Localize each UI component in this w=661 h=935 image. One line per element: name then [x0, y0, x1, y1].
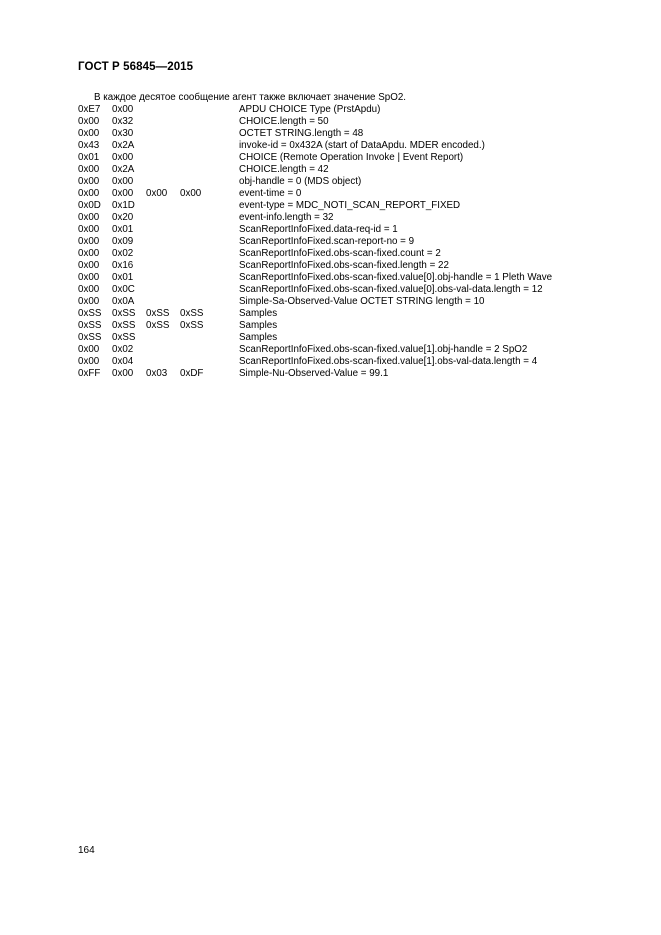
byte-value: 0x00: [180, 188, 202, 199]
byte-values: [78, 356, 146, 368]
byte-values: [78, 104, 146, 116]
table-row: [78, 224, 578, 236]
byte-value: 0x00: [78, 188, 100, 199]
field-description: Samples: [239, 332, 278, 343]
byte-values: [78, 368, 214, 380]
byte-values: [78, 308, 214, 320]
field-description: event-type = MDC_NOTI_SCAN_REPORT_FIXED: [239, 200, 461, 211]
field-description: event-info.length = 32: [239, 212, 334, 223]
byte-values: [78, 320, 214, 332]
byte-values: [78, 224, 146, 236]
byte-value: 0xSS: [112, 320, 136, 331]
field-description: CHOICE (Remote Operation Invoke | Event Report): [239, 152, 464, 163]
table-row: [78, 356, 578, 368]
byte-value: 0x00: [112, 176, 134, 187]
byte-value: 0x00: [78, 296, 100, 307]
table-row: [78, 212, 578, 224]
byte-value: 0x2A: [112, 140, 135, 151]
field-description: event-time = 0: [239, 188, 302, 199]
field-description: ScanReportInfoFixed.obs-scan-fixed.value[1].obs-val-data.length = 4: [239, 356, 538, 367]
table-row: [78, 248, 578, 260]
byte-value: 0xSS: [78, 320, 102, 331]
byte-value: 0x43: [78, 140, 100, 151]
byte-value: 0xFF: [78, 368, 101, 379]
byte-value: 0x00: [112, 152, 134, 163]
byte-value: 0x00: [78, 224, 100, 235]
byte-value: 0x02: [112, 344, 134, 355]
byte-values: [78, 128, 146, 140]
byte-value: 0x16: [112, 260, 134, 271]
table-row: [78, 368, 578, 380]
byte-values: [78, 272, 146, 284]
byte-value: 0x00: [78, 176, 100, 187]
field-description: obj-handle = 0 (MDS object): [239, 176, 362, 187]
byte-value: 0xSS: [78, 308, 102, 319]
byte-value: 0x02: [112, 248, 134, 259]
byte-values: [78, 296, 146, 308]
byte-values: [78, 140, 146, 152]
field-description: ScanReportInfoFixed.scan-report-no = 9: [239, 236, 415, 247]
field-description: ScanReportInfoFixed.obs-scan-fixed.value[0].obj-handle = 1 Pleth Wave: [239, 272, 553, 283]
byte-value: 0xSS: [146, 308, 170, 319]
byte-values: [78, 200, 146, 212]
byte-value: 0x00: [78, 236, 100, 247]
byte-value: 0x00: [146, 188, 168, 199]
byte-value: 0x32: [112, 116, 134, 127]
byte-values: [78, 248, 146, 260]
byte-value: 0x01: [78, 152, 100, 163]
byte-value: 0xDF: [180, 368, 204, 379]
byte-value: 0x01: [112, 272, 134, 283]
field-description: ScanReportInfoFixed.obs-scan-fixed.count = 2: [239, 248, 441, 259]
byte-value: 0x00: [112, 368, 134, 379]
byte-values: [78, 236, 146, 248]
byte-value: 0xSS: [78, 332, 102, 343]
table-row: [78, 176, 578, 188]
byte-value: 0x2A: [112, 164, 135, 175]
byte-value: 0x0D: [78, 200, 101, 211]
table-row: [78, 188, 578, 200]
byte-value: 0xSS: [180, 320, 204, 331]
table-row: [78, 200, 578, 212]
byte-values: [78, 332, 146, 344]
byte-value: 0x03: [146, 368, 168, 379]
byte-values: [78, 284, 146, 296]
field-description: Samples: [239, 308, 278, 319]
table-row: [78, 140, 578, 152]
table-row: [78, 260, 578, 272]
byte-value: 0x1D: [112, 200, 135, 211]
byte-value: 0x00: [78, 116, 100, 127]
table-row: [78, 308, 578, 320]
field-description: Simple-Sa-Observed-Value OCTET STRING length = 10: [239, 296, 485, 307]
byte-value: 0xE7: [78, 104, 101, 115]
field-description: ScanReportInfoFixed.data-req-id = 1: [239, 224, 398, 235]
byte-value: 0x0C: [112, 284, 135, 295]
byte-value: 0x00: [78, 260, 100, 271]
table-row: [78, 128, 578, 140]
byte-value: 0xSS: [180, 308, 204, 319]
byte-value: 0x00: [112, 188, 134, 199]
table-row: [78, 296, 578, 308]
byte-values: [78, 176, 146, 188]
byte-value: 0x01: [112, 224, 134, 235]
byte-values: [78, 344, 146, 356]
field-description: ScanReportInfoFixed.obs-scan-fixed.value[1].obj-handle = 2 SpO2: [239, 344, 528, 355]
field-description: ScanReportInfoFixed.obs-scan-fixed.value[0].obs-val-data.length = 12: [239, 284, 543, 295]
byte-value: 0x00: [112, 104, 134, 115]
field-description: CHOICE.length = 42: [239, 164, 329, 175]
byte-values: [78, 152, 146, 164]
table-row: [78, 332, 578, 344]
field-description: APDU CHOICE Type (PrstApdu): [239, 104, 381, 115]
byte-values: [78, 260, 146, 272]
byte-values: [78, 188, 214, 200]
field-description: Samples: [239, 320, 278, 331]
byte-value: 0x09: [112, 236, 134, 247]
byte-value: 0x00: [78, 248, 100, 259]
byte-values: [78, 164, 146, 176]
field-description: Simple-Nu-Observed-Value = 99.1: [239, 368, 389, 379]
field-description: OCTET STRING.length = 48: [239, 128, 364, 139]
byte-value: 0xSS: [146, 320, 170, 331]
field-description: ScanReportInfoFixed.obs-scan-fixed.length = 22: [239, 260, 449, 271]
table-row: [78, 344, 578, 356]
byte-values: [78, 116, 146, 128]
byte-value: 0x00: [78, 284, 100, 295]
table-row: [78, 272, 578, 284]
table-row: [78, 152, 578, 164]
field-description: invoke-id = 0x432A (start of DataApdu. MDER encoded.): [239, 140, 485, 151]
byte-value: 0x20: [112, 212, 134, 223]
byte-value: 0x00: [78, 272, 100, 283]
byte-value: 0x00: [78, 164, 100, 175]
byte-value: 0x30: [112, 128, 134, 139]
byte-value: 0xSS: [112, 332, 136, 343]
intro-paragraph: В каждое десятое сообщение агент также включает значение SpO2.: [94, 92, 406, 103]
table-row: [78, 236, 578, 248]
table-row: [78, 164, 578, 176]
byte-value: 0x00: [78, 344, 100, 355]
byte-value: 0xSS: [112, 308, 136, 319]
byte-value: 0x00: [78, 356, 100, 367]
table-row: [78, 284, 578, 296]
table-row: [78, 104, 578, 116]
byte-value: 0x04: [112, 356, 134, 367]
byte-encoding-table: [78, 104, 578, 380]
byte-value: 0x00: [78, 128, 100, 139]
byte-values: [78, 212, 146, 224]
field-description: CHOICE.length = 50: [239, 116, 329, 127]
document-header: ГОСТ Р 56845—2015: [78, 61, 194, 73]
byte-value: 0x00: [78, 212, 100, 223]
byte-value: 0x0A: [112, 296, 135, 307]
page-number: 164: [78, 845, 95, 856]
table-row: [78, 116, 578, 128]
table-row: [78, 320, 578, 332]
